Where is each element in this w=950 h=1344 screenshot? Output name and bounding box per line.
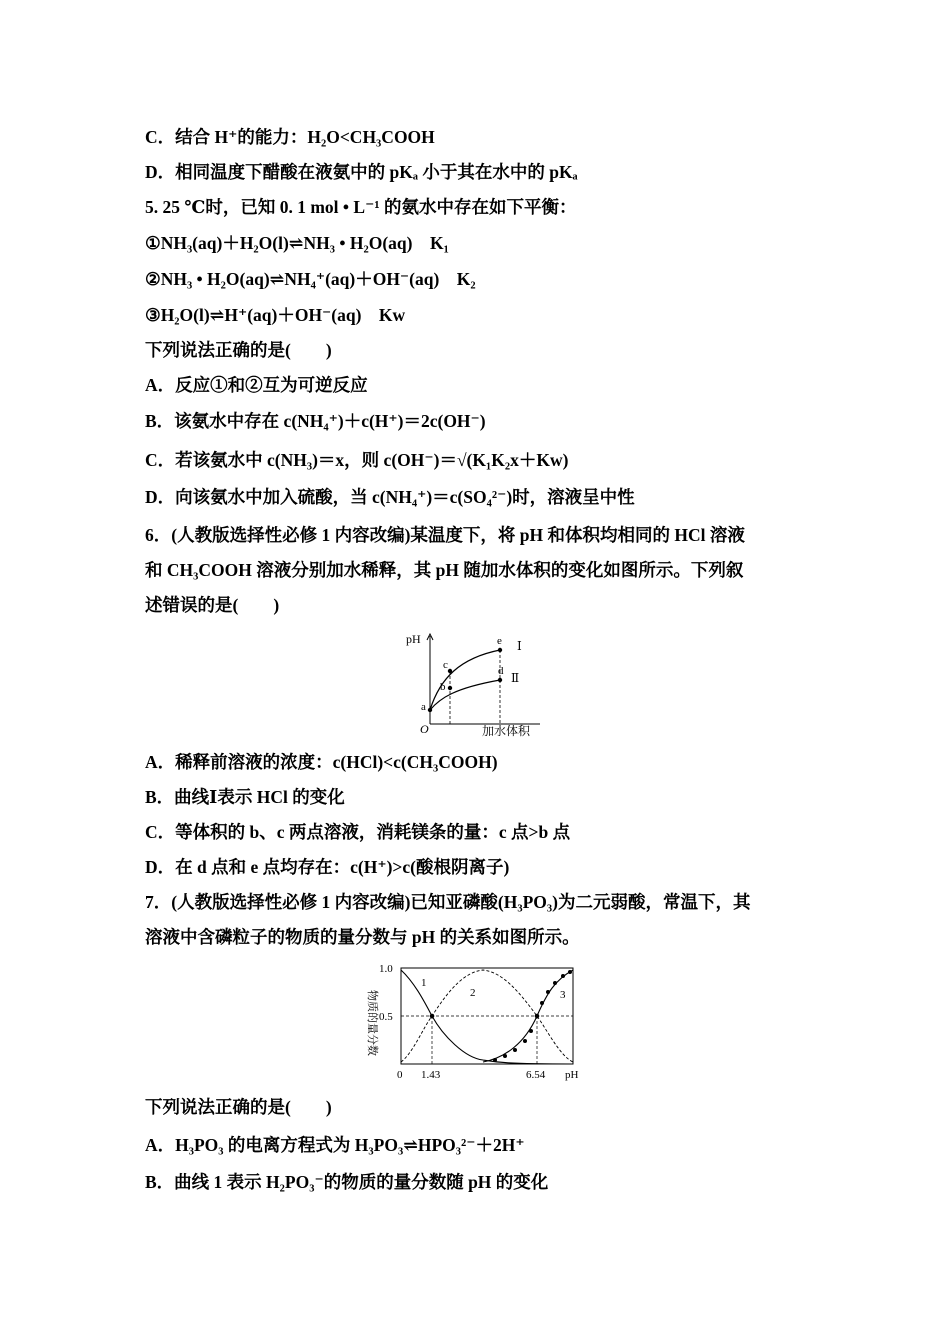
q6-point-e <box>498 648 502 652</box>
q7-marker <box>493 1058 497 1062</box>
q6-stem-line-2: 和 CH₃COOH 溶液分别加水稀释，其 pH 随加水体积的变化如图所示。下列叙 <box>145 560 744 580</box>
q6-curve-I <box>430 650 500 710</box>
q6-ph-dilution-figure <box>400 628 550 740</box>
q6-stem-line-1: 6．(人教版选择性必修 1 内容改编)某温度下，将 pH 和体积均相同的 HCl 溶液 <box>145 525 745 545</box>
q7-marker <box>535 1014 540 1019</box>
q5-option-d: D．向该氨水中加入硫酸，当 c(NH₄⁺)＝c(SO₄²⁻)时，溶液呈中性 <box>145 487 635 507</box>
q7-y-title: 物质的量分数 <box>366 990 378 1056</box>
q5-equilibrium-1: ①NH₃(aq)＋H₂O(l)⇌NH₃ • H₂O(aq) K₁ <box>145 233 449 253</box>
q6-option-c: C．等体积的 b、c 两点溶液，消耗镁条的量：c 点>b 点 <box>145 822 571 842</box>
q6-point-b <box>448 686 452 690</box>
q6-label-e: e <box>497 635 502 647</box>
q7-curve-1 <box>401 970 573 1064</box>
q6-point-a <box>428 708 432 712</box>
q7-marker <box>430 1014 435 1019</box>
q7-fraction-vs-ph-chart <box>355 958 595 1086</box>
q7-marker <box>540 1001 544 1005</box>
q7-marker <box>553 981 557 985</box>
q6-label-b: b <box>440 681 446 693</box>
q5-option-c: C．若该氨水中 c(NH₃)＝x，则 c(OH⁻)＝√(K₁K₂x＋Kw) <box>145 450 569 470</box>
q6-y-label: pH <box>406 632 421 646</box>
q6-label-d: d <box>498 665 504 677</box>
q6-curve-I-label: Ⅰ <box>517 639 522 653</box>
q6-option-d: D．在 d 点和 e 点均存在：c(H⁺)>c(酸根阴离子) <box>145 857 510 877</box>
q5-option-a: A．反应①和②互为可逆反应 <box>145 375 368 395</box>
q7-option-a: A．H₃PO₃ 的电离方程式为 H₃PO₃⇌HPO₃²⁻＋2H⁺ <box>145 1135 525 1155</box>
q6-label-c: c <box>443 659 448 671</box>
q7-stem-line-1: 7．(人教版选择性必修 1 内容改编)已知亚磷酸(H₃PO₃)为二元弱酸，常温下，其 <box>145 892 751 912</box>
q7-marker <box>513 1048 517 1052</box>
q7-option-b: B．曲线 1 表示 H₂PO₃⁻的物质的量分数随 pH 的变化 <box>145 1172 549 1192</box>
q7-marker <box>568 970 572 974</box>
q5-ask: 下列说法正确的是( ) <box>145 340 332 360</box>
q5-stem: 5. 25 ℃时，已知 0. 1 mol • L⁻¹ 的氨水中存在如下平衡： <box>145 197 577 217</box>
q5-option-b: B．该氨水中存在 c(NH₄⁺)＋c(H⁺)＝2c(OH⁻) <box>145 411 486 431</box>
q6-point-c <box>448 669 452 673</box>
q4-option-d: D．相同温度下醋酸在液氨中的 pKₐ 小于其在水中的 pKₐ <box>145 162 578 182</box>
q7-curve-3-label: 3 <box>560 989 566 1001</box>
q6-point-d <box>498 678 502 682</box>
q7-y-tick-1: 1.0 <box>379 963 393 975</box>
q6-x-label: 加水体积 <box>482 724 531 738</box>
q7-marker <box>503 1054 507 1058</box>
q7-x-tick-654: 6.54 <box>526 1069 546 1081</box>
q7-curve-1-label: 1 <box>421 977 427 989</box>
q7-marker <box>561 974 565 978</box>
q5-equilibrium-2: ②NH₃ • H₂O(aq)⇌NH₄⁺(aq)＋OH⁻(aq) K₂ <box>145 269 476 289</box>
q4-option-c: C．结合 H⁺的能力：H₂O<CH₃COOH <box>145 127 435 147</box>
q6-option-b: B．曲线Ⅰ表示 HCl 的变化 <box>145 787 345 807</box>
q6-label-a: a <box>421 701 426 713</box>
q7-y-tick-05: 0.5 <box>379 1011 393 1023</box>
q7-x-tick-143: 1.43 <box>421 1069 441 1081</box>
q6-stem-line-3: 述错误的是( ) <box>145 595 280 615</box>
q6-option-a: A．稀释前溶液的浓度：c(HCl)<c(CH₃COOH) <box>145 752 498 772</box>
q6-origin-label: O <box>420 722 429 736</box>
q7-marker <box>529 1029 533 1033</box>
q7-x-label: pH <box>565 1069 579 1081</box>
q7-marker <box>523 1039 527 1043</box>
q5-equilibrium-3: ③H₂O(l)⇌H⁺(aq)＋OH⁻(aq) Kw <box>145 305 406 325</box>
q7-x-tick-0: 0 <box>397 1069 403 1081</box>
q7-curve-2-label: 2 <box>470 987 476 999</box>
q7-ask: 下列说法正确的是( ) <box>145 1097 332 1117</box>
q6-curve-II-label: Ⅱ <box>511 671 520 685</box>
q7-marker <box>546 990 550 994</box>
q7-stem-line-2: 溶液中含磷粒子的物质的量分数与 pH 的关系如图所示。 <box>145 927 580 947</box>
